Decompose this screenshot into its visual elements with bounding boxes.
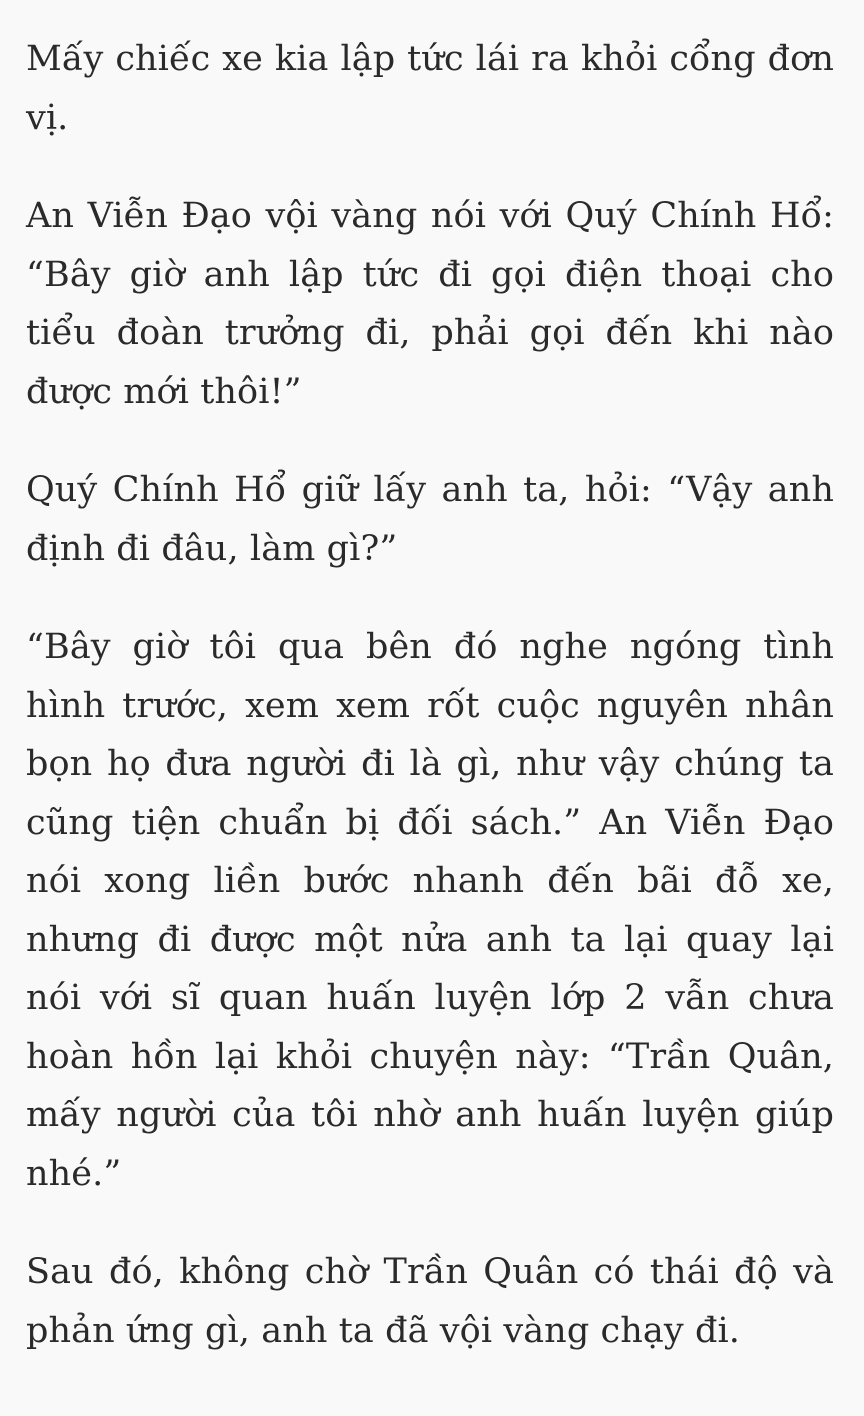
paragraph-1: Mấy chiếc xe kia lập tức lái ra khỏi cổng đơn vị. <box>26 39 834 138</box>
article-body <box>26 30 834 1360</box>
paragraph-3: Quý Chính Hổ giữ lấy anh ta, hỏi: “Vậy anh định đi đâu, làm gì?” <box>26 470 834 569</box>
paragraph-5: Sau đó, không chờ Trần Quân có thái độ và phản ứng gì, anh ta đã vội vàng chạy đi. <box>26 1252 834 1351</box>
paragraph-4: “Bây giờ tôi qua bên đó nghe ngóng tình hình trước, xem xem rốt cuộc nguyên nhân bọn họ đưa người đi là gì, như vậy chúng ta cũng tiện chuẩn bị đối sách.” An Viễn Đạo nói xong liền bước nhanh đến bãi đỗ xe, nhưng đi được một nửa anh ta lại quay lại nói với sĩ quan huấn luyện lớp 2 vẫn chưa hoàn hồn lại khỏi chuyện này: “Trần Quân, mấy người của tôi nhờ anh huấn luyện giúp nhé.” <box>26 627 834 1194</box>
paragraph-2: An Viễn Đạo vội vàng nói với Quý Chính Hổ: “Bây giờ anh lập tức đi gọi điện thoại cho tiểu đoàn trưởng đi, phải gọi đến khi nào được mới thôi!” <box>26 196 834 412</box>
